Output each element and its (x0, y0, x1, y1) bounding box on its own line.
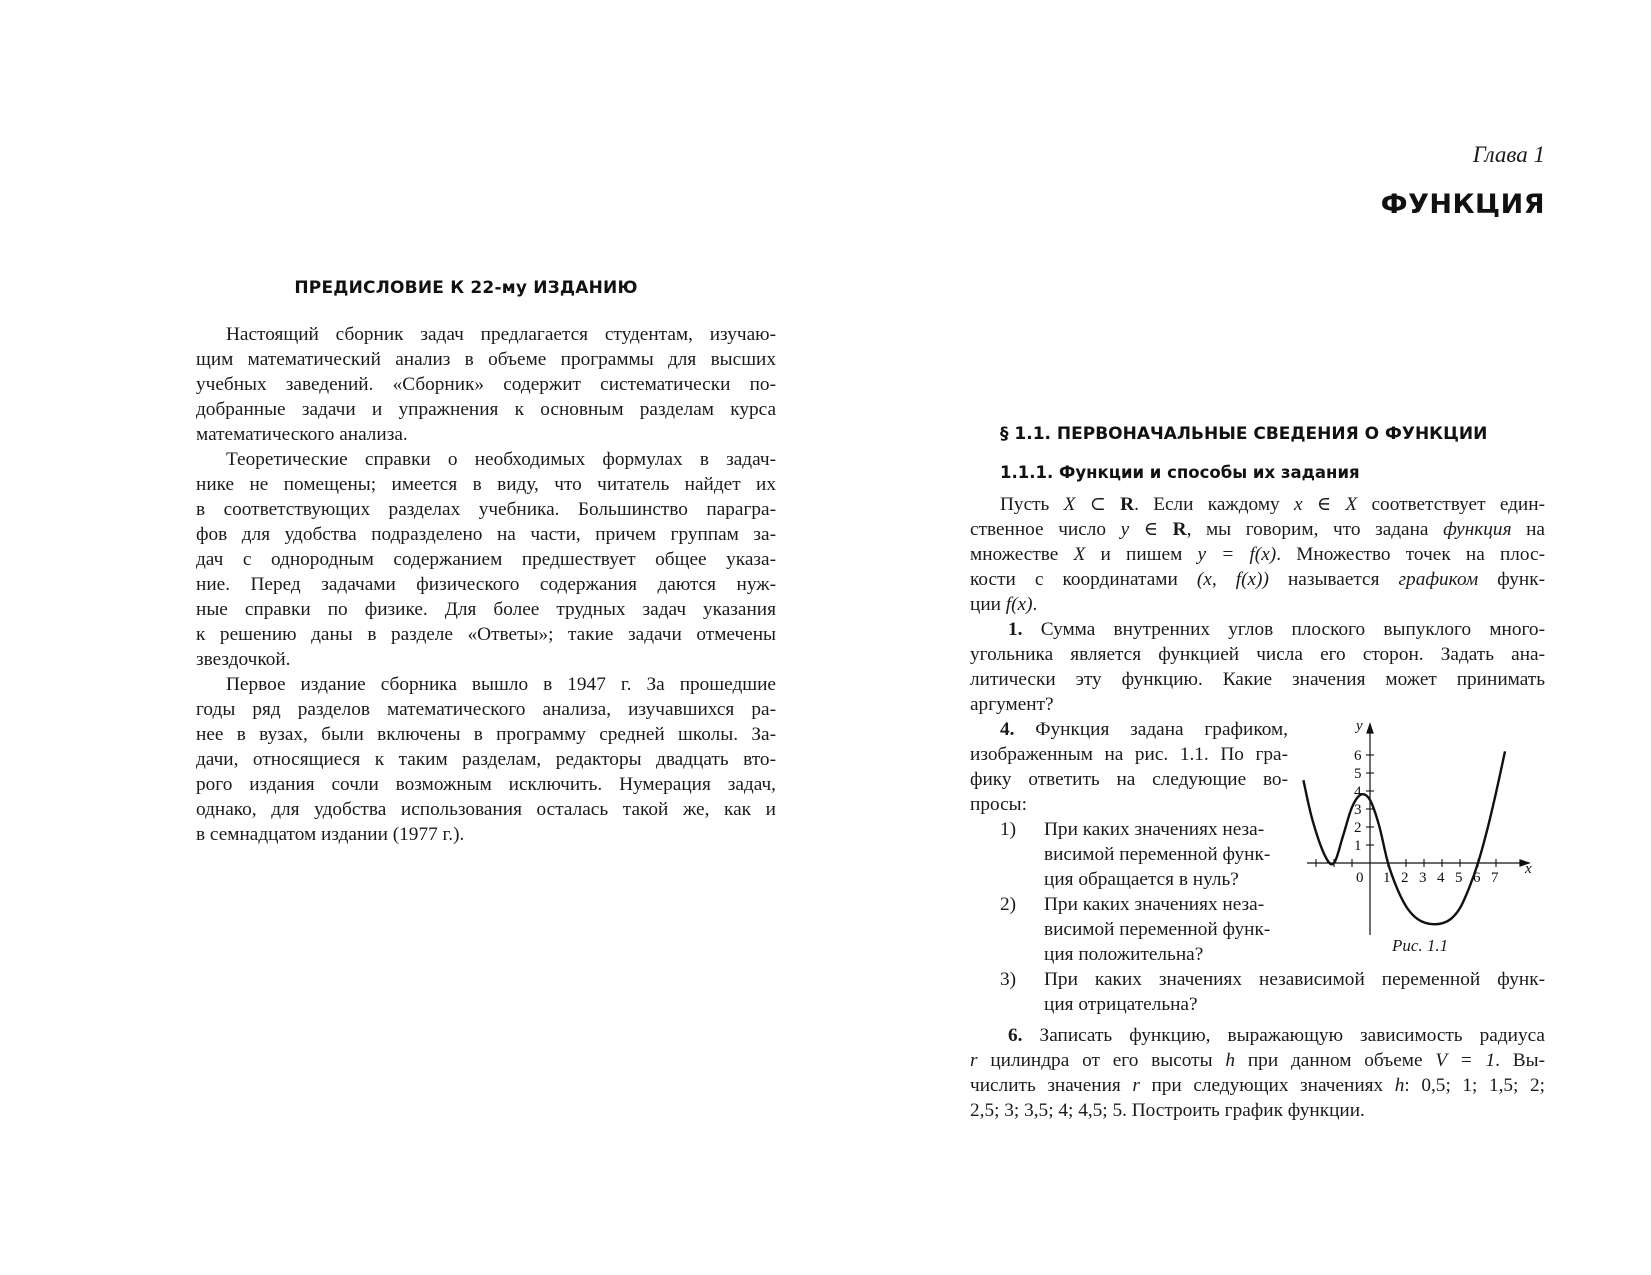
problem-4: 4. Функция задана графиком, изображенным на рис. 1.1. По гра- фику ответить на следующие во- просы: (970, 719, 1288, 815)
x-axis-label: x (1525, 861, 1532, 877)
preface-paragraph-2: Теоретические справки о необходимых формулах в задач- нике не помещены; имеется в виду, что читатель найдет их в соответствующих разделах учебника. Большинство парагра- фов для удобства подразделено на части, причем группам за- дач с однородным содержанием предшествует общее указа- ние. Перед задачами физического содержания даются нуж- ные справки по физике. Для более трудных задач указания к решению даны в разделе «Ответы»; такие задачи отмечены звездочкой. (196, 449, 776, 670)
x-tick-label: 3 (1419, 870, 1427, 886)
axes (1307, 724, 1529, 935)
figure-1-1 (1300, 715, 1560, 935)
x-tick-label: 5 (1455, 870, 1463, 886)
y-tick-label: 5 (1354, 766, 1362, 782)
subsection-title: 1.1.1. Функции и способы их задания (1000, 463, 1360, 482)
x-tick-label: 0 (1356, 870, 1364, 886)
y-tick-label: 1 (1354, 838, 1362, 854)
ticks (1316, 755, 1496, 867)
list-item: 2) При каких значениях неза- висимой переменной функ- ция положительна? (1000, 894, 1271, 965)
function-definition: Пусть X ⊂ R. Если каждому x ∈ X соответствует един- ственное число y ∈ R, мы говорим, что задана функция на множестве X и пишем y = f(x). Множество точек на плос- кости с координатами (x, f(x)) называется графиком функ- ции f(x). (970, 494, 1546, 615)
right-page (970, 0, 1545, 1275)
x-tick-label: 6 (1473, 870, 1481, 886)
y-tick-label: 2 (1354, 820, 1362, 836)
chapter-title: ФУНКЦИЯ (1380, 189, 1545, 220)
problem-1: 1. Сумма внутренних углов плоского выпуклого много- угольника является функцией числа его сторон. Задать ана- литически эту функцию. Какие значения может принимать аргумент? (970, 619, 1545, 715)
preface-title: ПРЕДИСЛОВИЕ К 22-му ИЗДАНИЮ (294, 278, 638, 298)
section-title: § 1.1. ПЕРВОНАЧАЛЬНЫЕ СВЕДЕНИЯ О ФУНКЦИИ (1000, 424, 1488, 444)
figure-caption: Рис. 1.1 (1392, 936, 1449, 955)
preface-paragraph-3: Первое издание сборника вышло в 1947 г. За прошедшие годы ряд разделов математического анализа, изучавшихся ра- нее в вузах, были включены в программу средней школы. За- дачи, относящиеся к таким разделам, редакторы двадцать вто- рого издания сочли возможным исключить. Нумерация задач, однако, для удобства использования осталась такой же, как и в семнадцатом издании (1977 г.). (196, 674, 776, 845)
function-curve (1303, 751, 1505, 924)
y-axis-arrow (1367, 724, 1373, 733)
left-page (196, 0, 776, 1275)
x-tick-label: 2 (1401, 870, 1409, 886)
preface-paragraph-1: Настоящий сборник задач предлагается студентам, изучаю- щим математический анализ в объеме программы для высших учебных заведений. «Сборник» содержит систематически по- добранные задачи и упражнения к основным разделам курса математического анализа. (196, 324, 776, 445)
problem-number: 4. (1000, 719, 1015, 740)
y-tick-label: 3 (1354, 802, 1362, 818)
y-tick-label: 4 (1354, 784, 1362, 800)
y-axis-label: y (1356, 718, 1363, 734)
problem-number: 6. (1008, 1025, 1023, 1046)
y-tick-label: 6 (1354, 748, 1362, 764)
x-tick-label: 7 (1491, 870, 1499, 886)
list-item: 3) При каких значениях независимой переменной функ- ция отрицательна? (1000, 969, 1545, 1015)
list-item: 1) При каких значениях неза- висимой переменной функ- ция обращается в нуль? (1000, 819, 1271, 890)
problem-number: 1. (1008, 619, 1023, 640)
problem-6: 6. Записать функцию, выражающую зависимость радиуса r цилиндра от его высоты h при данном объеме V = 1. Вы- числить значения r при следующих значениях h: 0,5; 1; 1,5; 2; 2,5; 3; 3,5; 4; 4,5; 5. Построить график функции. (970, 1025, 1545, 1121)
chapter-label: Глава 1 (1472, 142, 1545, 167)
x-tick-label: 4 (1437, 870, 1445, 886)
x-tick-label: 1 (1383, 870, 1391, 886)
